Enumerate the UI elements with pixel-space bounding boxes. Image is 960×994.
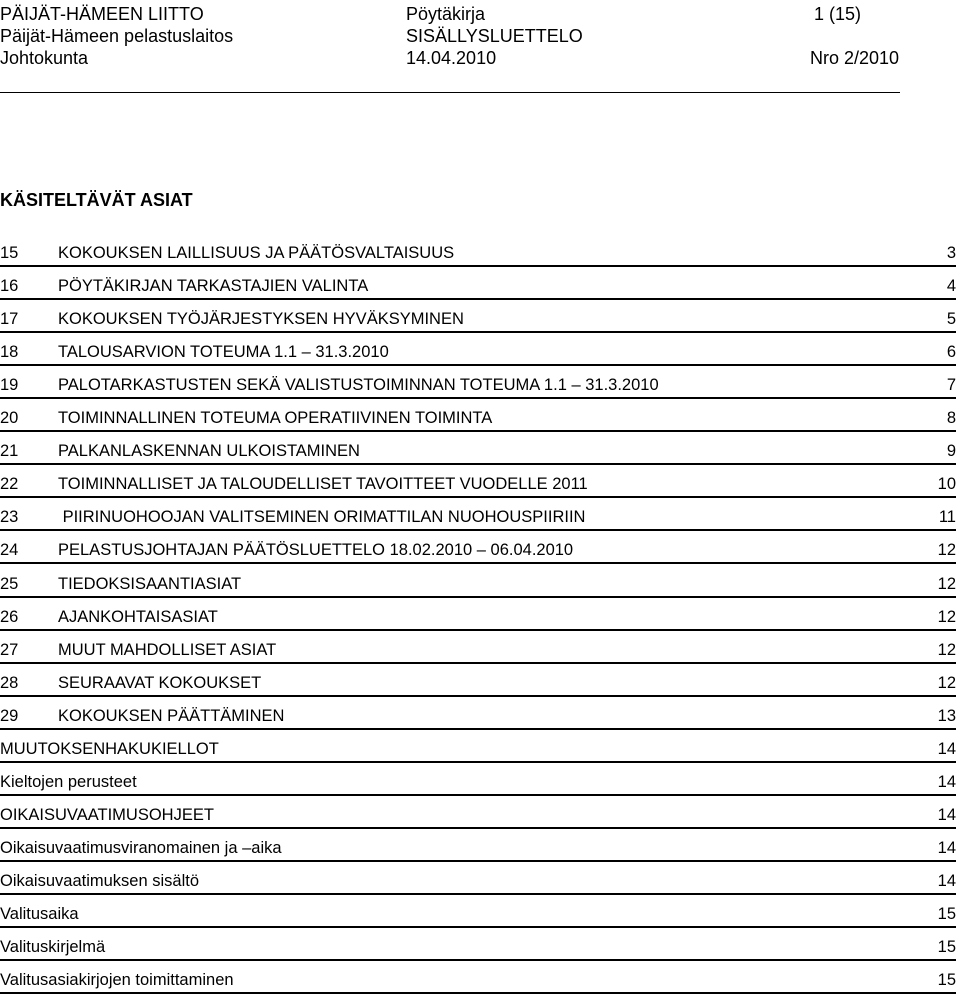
toc-row — [0, 926, 956, 961]
toc-entry-title: TALOUSARVION TOTEUMA 1.1 – 31.3.2010 — [58, 343, 389, 362]
toc-entry — [0, 276, 368, 296]
toc-entry-number: 16 — [0, 277, 19, 296]
toc-entry-title: Valitusaika — [0, 905, 79, 923]
toc-row — [0, 298, 956, 333]
toc-entry-title: MUUT MAHDOLLISET ASIAT — [58, 640, 277, 659]
toc-entry-title: TOIMINNALLISET JA TALOUDELLISET TAVOITTEET VUODELLE 2011 — [58, 475, 588, 494]
toc-entry — [0, 408, 492, 428]
toc-entry-page: 14 — [937, 772, 956, 791]
toc-entry — [0, 673, 261, 693]
toc-entry-page: 4 — [946, 277, 956, 296]
toc-entry — [0, 937, 105, 957]
toc-entry-page: 14 — [937, 838, 956, 857]
toc-entry-title: Kieltojen perusteet — [0, 772, 137, 791]
toc-entry-title: Oikaisuvaatimusviranomainen ja –aika — [0, 838, 282, 857]
header-page: 1 (15) — [814, 4, 862, 24]
toc-row — [0, 364, 956, 399]
toc-entry — [0, 342, 389, 362]
header-doc-type: Pöytäkirja — [406, 4, 486, 24]
toc-row — [0, 794, 956, 829]
toc-row — [0, 430, 956, 465]
toc-entry-page: 8 — [946, 409, 956, 428]
toc-entry-page: 7 — [946, 376, 956, 395]
toc-entry-title: KOKOUKSEN TYÖJÄRJESTYKSEN HYVÄKSYMINEN — [58, 310, 464, 329]
toc-entry-page: 14 — [937, 871, 956, 890]
toc-entry-page: 15 — [937, 905, 956, 923]
toc-entry-title: MUUTOKSENHAKUKIELLOT — [0, 739, 219, 758]
header-body: Johtokunta — [0, 48, 89, 68]
toc-entry-page: 5 — [946, 310, 956, 329]
toc-entry — [0, 607, 218, 627]
toc-row — [0, 331, 956, 366]
toc-entry-number: 29 — [0, 706, 19, 725]
toc-entry-page: 14 — [937, 739, 956, 758]
toc-row — [0, 529, 956, 564]
header-unit: Päijät-Hämeen pelastuslaitos — [0, 26, 234, 46]
toc-entry-title: TIEDOKSISAANTIASIAT — [58, 574, 242, 593]
toc-entry-number: 24 — [0, 541, 19, 560]
toc-row — [0, 827, 956, 862]
toc-entry-page: 9 — [946, 442, 956, 461]
toc-entry-number: 23 — [0, 508, 19, 527]
toc-entry — [0, 871, 199, 891]
section-heading: KÄSITELTÄVÄT ASIAT — [0, 190, 193, 210]
toc-entry — [0, 474, 588, 494]
toc-row — [0, 563, 956, 598]
toc-row — [0, 629, 956, 664]
toc-row — [0, 463, 956, 498]
toc-entry-number: 18 — [0, 343, 19, 362]
toc-entry-page: 12 — [937, 640, 956, 659]
toc-entry-number: 25 — [0, 574, 19, 593]
toc-entry — [0, 904, 79, 924]
toc-entry-title: Oikaisuvaatimuksen sisältö — [0, 871, 199, 890]
toc-entry-page: 15 — [937, 938, 956, 957]
toc-row — [0, 662, 956, 697]
toc-row — [0, 761, 956, 796]
toc-row — [0, 496, 956, 531]
toc-entry-number: 20 — [0, 409, 19, 428]
toc-entry-title: TOIMINNALLINEN TOTEUMA OPERATIIVINEN TOIMINTA — [58, 409, 493, 428]
toc-row — [0, 596, 956, 631]
header-org: PÄIJÄT-HÄMEEN LIITTO — [0, 4, 204, 24]
toc-entry-page: 12 — [937, 574, 956, 593]
toc-entry-number: 15 — [0, 244, 19, 262]
toc-entry-number: 26 — [0, 607, 19, 626]
toc-entry-number: 28 — [0, 673, 19, 692]
toc-entry — [0, 243, 454, 263]
header-date: 14.04.2010 — [406, 48, 497, 68]
header-number: Nro 2/2010 — [810, 48, 900, 68]
toc-entry-title: PELASTUSJOHTAJAN PÄÄTÖSLUETTELO 18.02.2010 – 06.04.2010 — [58, 541, 574, 560]
toc-entry-number: 17 — [0, 310, 19, 329]
toc-entry — [0, 574, 241, 594]
toc-row — [0, 265, 956, 300]
toc-entry-page: 12 — [937, 673, 956, 692]
toc-entry — [0, 309, 464, 329]
toc-entry-page: 13 — [937, 706, 956, 725]
toc-entry-title: KOKOUKSEN LAILLISUUS JA PÄÄTÖSVALTAISUUS — [58, 244, 455, 262]
toc-entry-page: 14 — [937, 805, 956, 824]
toc-row — [0, 695, 956, 730]
toc-entry-title: PÖYTÄKIRJAN TARKASTAJIEN VALINTA — [58, 277, 369, 296]
toc-entry — [0, 838, 282, 858]
toc-entry-number: 22 — [0, 475, 19, 494]
toc-entry — [0, 640, 276, 660]
toc-row — [0, 959, 956, 994]
toc-entry-title: PALKANLASKENNAN ULKOISTAMINEN — [58, 442, 360, 461]
toc-entry — [0, 805, 214, 825]
toc-entry-page: 12 — [937, 607, 956, 626]
toc-entry-page: 10 — [937, 475, 956, 494]
toc-entry — [0, 970, 234, 990]
toc-entry-number: 27 — [0, 640, 19, 659]
toc-entry-title: KOKOUKSEN PÄÄTTÄMINEN — [58, 706, 285, 725]
header-section: SISÄLLYSLUETTELO — [406, 26, 583, 46]
toc-entry-title: SEURAAVAT KOKOUKSET — [58, 673, 262, 692]
toc-row — [0, 860, 956, 895]
toc-entry — [0, 772, 137, 792]
toc-entry-title: AJANKOHTAISASIAT — [58, 607, 218, 626]
toc-entry-title: Valitusasiakirjojen toimittaminen — [0, 971, 234, 990]
toc-entry-page: 11 — [938, 508, 956, 527]
toc-row — [0, 397, 956, 432]
toc-row — [0, 893, 956, 928]
toc-entry-title: PIIRINUOHOOJAN VALITSEMINEN ORIMATTILAN NUOHOUSPIIRIIN — [58, 508, 586, 527]
toc-entry — [0, 441, 360, 461]
toc-entry — [0, 507, 585, 527]
toc-entry — [0, 739, 219, 759]
toc-entry-page: 3 — [946, 244, 956, 262]
toc-entry-title: Valituskirjelmä — [0, 938, 106, 957]
toc-entry-title: OIKAISUVAATIMUSOHJEET — [0, 805, 214, 824]
toc-entry-page: 15 — [937, 971, 956, 990]
toc-entry-page: 6 — [946, 343, 956, 362]
toc-row — [0, 728, 956, 763]
toc-entry — [0, 540, 573, 560]
header-divider — [0, 92, 900, 93]
toc-entry-number: 19 — [0, 376, 19, 395]
toc-entry-title: PALOTARKASTUSTEN SEKÄ VALISTUSTOIMINNAN TOTEUMA 1.1 – 31.3.2010 — [58, 376, 659, 395]
toc-row — [0, 232, 956, 267]
toc-entry-page: 12 — [937, 541, 956, 560]
toc-entry — [0, 706, 284, 726]
toc-entry-number: 21 — [0, 442, 19, 461]
toc-entry — [0, 375, 659, 395]
